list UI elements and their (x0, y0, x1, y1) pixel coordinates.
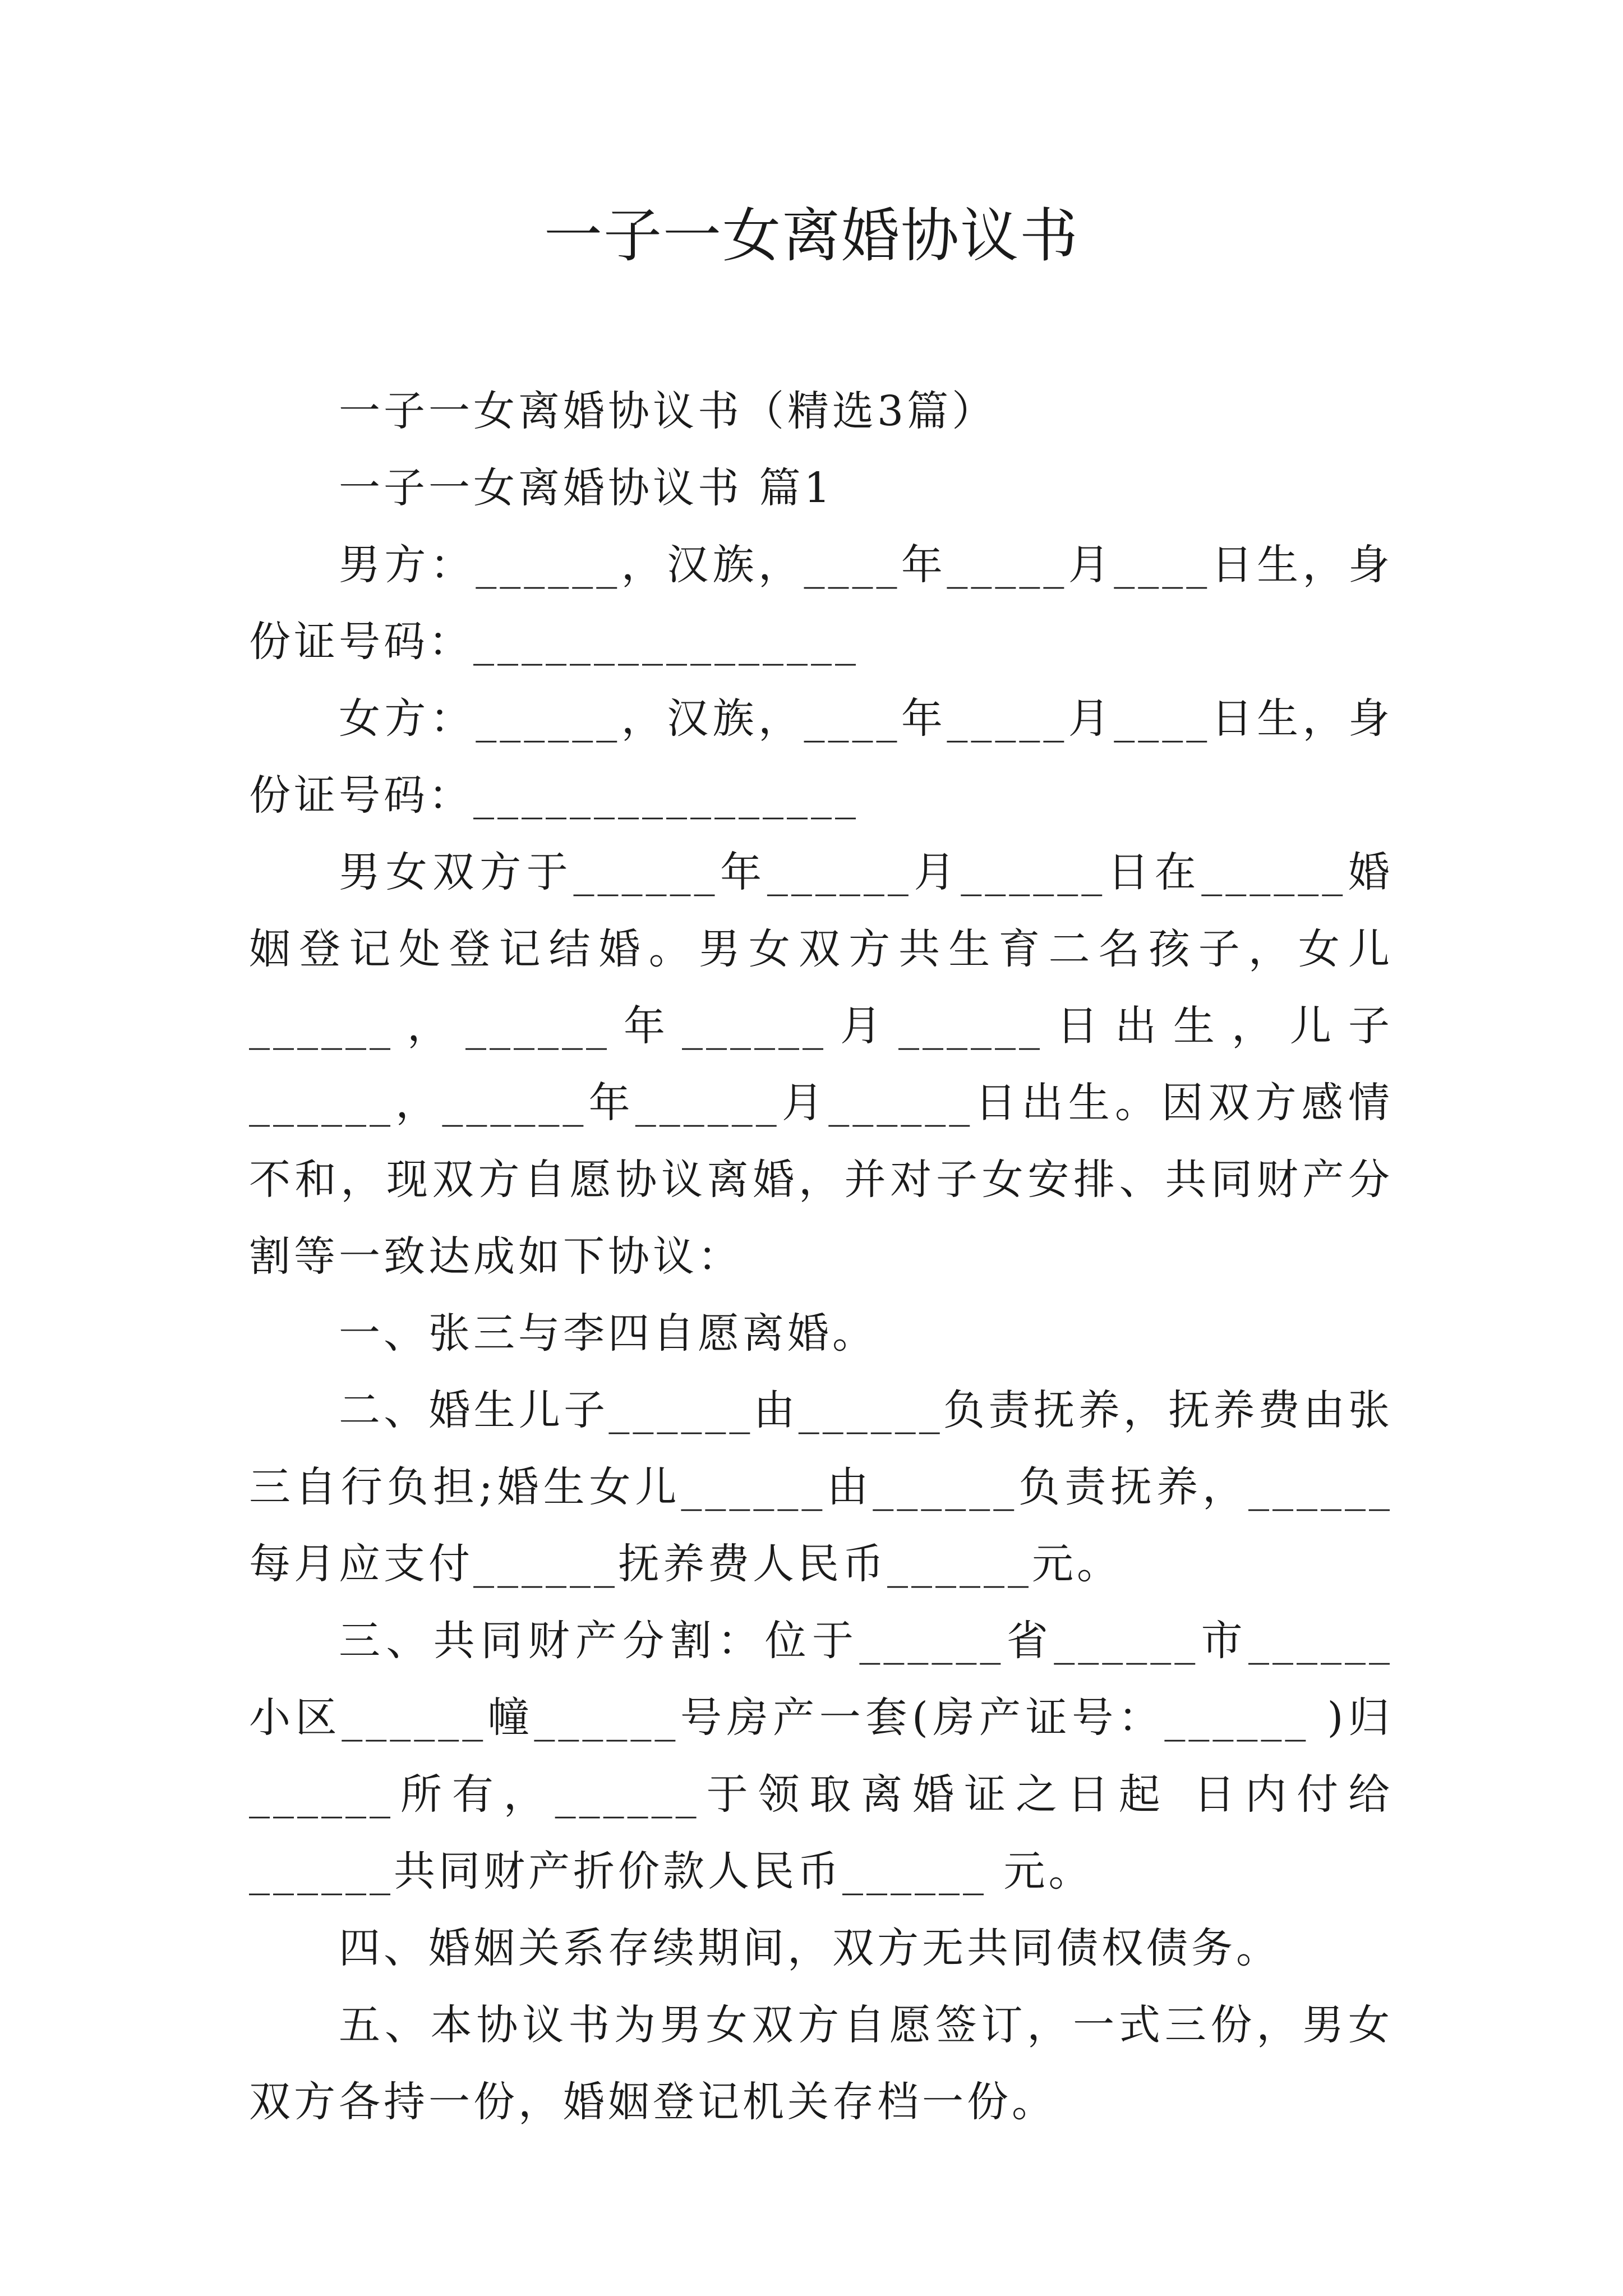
paragraph-clause-1: 一、张三与李四自愿离婚。 (339, 1309, 877, 1358)
paragraph-clause-3: 三、共同财产分割：位于______省______市______小区______幢______号房产一套(房产证号：______ )归______所有，______于领取离婚证之日起 日内付给______共同财产折价款人民币______ 元。 (249, 1617, 1393, 1895)
document-title: 一子一女离婚协议书 (543, 201, 1079, 270)
paragraph-marriage-info: 男女双方于______年______月______日在______婚姻登记处登记结婚。男女双方共生育二名孩子，女儿______，______年______月______日出生，儿子______，______年______月______日出生。因双方感情不和，现双方自愿协议离婚，并对子女安排、共同财产分割等一致达成如下协议： (249, 848, 1393, 1281)
paragraph-clause-5: 五、本协议书为男女双方自愿签订，一式三份，男女双方各持一份，婚姻登记机关存档一份。 (249, 2001, 1393, 2126)
paragraph-subtitle: 一子一女离婚协议书（精选3篇） (339, 387, 997, 435)
paragraph-clause-2: 二、婚生儿子______由______负责抚养，抚养费由张三自行负担;婚生女儿______由______负责抚养，______每月应支付______抚养费人民币______元。 (249, 1386, 1393, 1588)
paragraph-male-party: 男方：______，汉族，____年_____月____日生，身份证号码：________________ (249, 541, 1393, 666)
document-body (249, 373, 1393, 2141)
paragraph-clause-4: 四、婚姻关系存续期间，双方无共同债权债务。 (339, 1924, 1281, 1972)
paragraph-female-party: 女方：______，汉族，____年_____月____日生，身份证号码：________________ (249, 694, 1393, 820)
paragraph-section-heading: 一子一女离婚协议书 篇1 (339, 464, 834, 512)
